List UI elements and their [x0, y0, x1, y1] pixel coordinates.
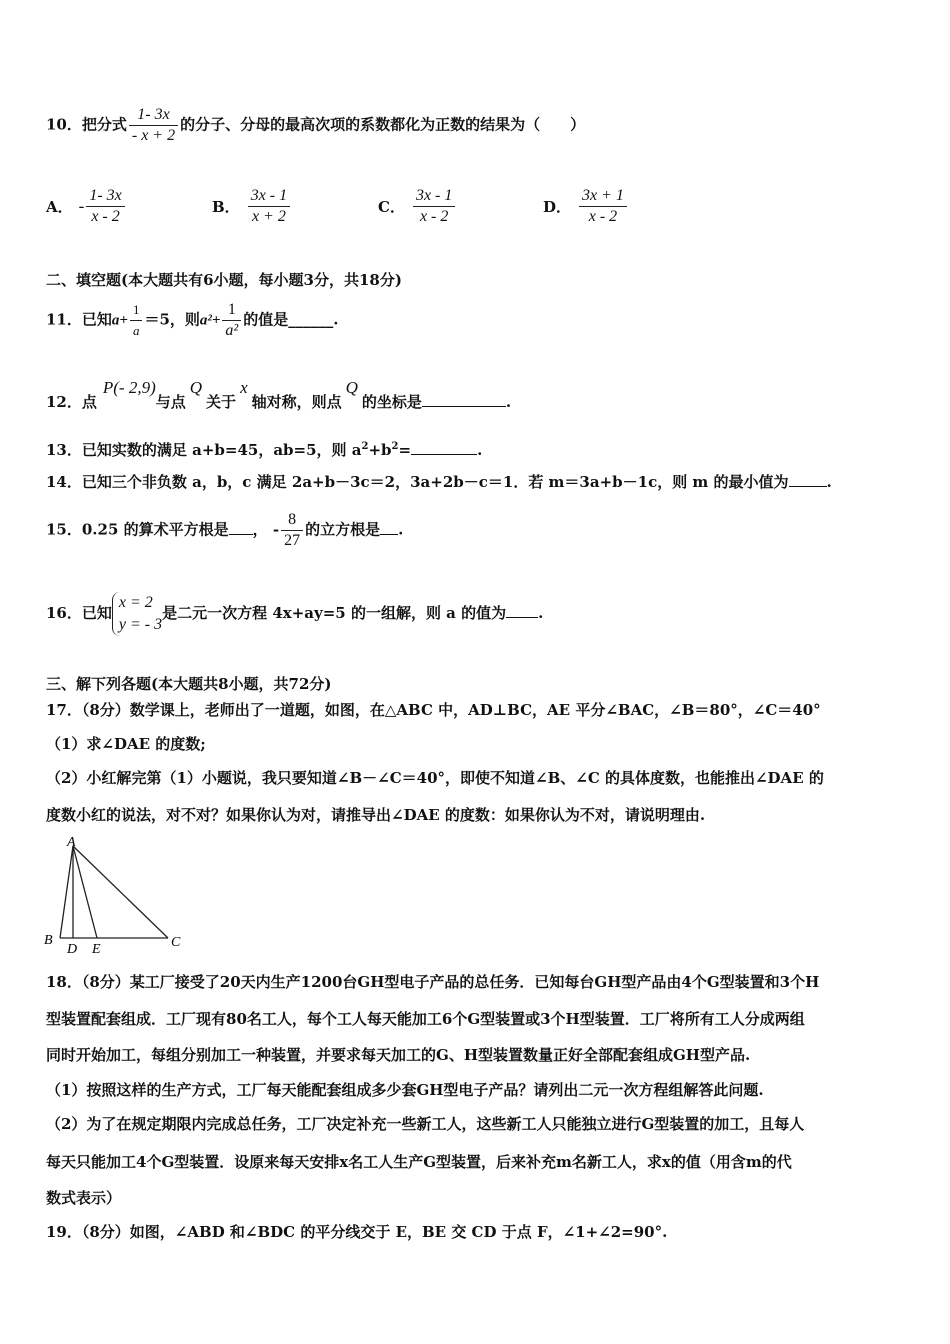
question-14: 14．已知三个非负数 a，b，c 满足 2a+b－3c＝2，3a+2b－c＝1．若 m＝3a+b－1c，则 m 的最小值为 . [46, 473, 832, 491]
q10-option-b[interactable]: B． $\frac{3x - 1}{x + 2}$ [212, 186, 292, 227]
q18-line-7: 数式表示） [46, 1189, 122, 1207]
q17-line-1: 17．（8分）数学课上，老师出了一道题，如图，在△ABC 中，AD⊥BC，AE 平分∠BAC，∠B＝80°，∠C＝40° [46, 701, 821, 719]
side-ab [60, 846, 73, 938]
q17-line-3: （2）小红解完第（1）小题说，我只要知道∠B－∠C＝40°，即使不知道∠B、∠C 的具体度数，也能推出∠DAE 的 [46, 769, 824, 787]
q10-option-d[interactable]: D． $\frac{3x + 1}{x - 2}$ [543, 186, 629, 227]
q18-line-3: 同时开始加工，每组分别加工一种装置，并要求每天加工的G、H型装置数量正好全部配套组成GH型产品. [46, 1046, 751, 1064]
section-3-heading: 三、解下列各题(本大题共8小题，共72分) [46, 675, 332, 693]
label-d: D [67, 942, 78, 956]
q16-equation-system: x = 2 y = - 3 [112, 592, 162, 636]
section-2-heading: 二、填空题(本大题共有6小题，每小题3分，共18分) [46, 271, 402, 289]
bisector-ae [73, 846, 97, 938]
q10-frac-num: 1- 3x [129, 105, 178, 126]
q18-line-1: 18．（8分）某工厂接受了20天内生产1200台GH型电子产品的总任务．已知每台GH型产品由4个G型装置和3个H [46, 973, 820, 991]
triangle-figure [40, 832, 190, 956]
q10-suffix: 的分子、分母的最高次项的系数都化为正数的结果为（ ） [180, 115, 586, 134]
q18-line-2: 型装置配套组成．工厂现有80名工人，每个工人每天能加工6个G型装置或3个H型装置．工厂将所有工人分成两组 [46, 1010, 805, 1028]
q10-option-c[interactable]: C． $\frac{3x - 1}{x - 2}$ [378, 186, 457, 227]
question-11: 11．已知a+ $\frac{1}{a}$ ＝5，则a²+ $\frac{1}{\text{a²}}$ 的值是______. [46, 301, 339, 339]
q10-fraction [129, 105, 178, 146]
side-ac [73, 846, 168, 938]
q17-line-4: 度数小红的说法，对不对？如果你认为对，请推导出∠DAE 的度数：如果你认为不对，请说明理由. [46, 806, 706, 824]
question-15: 15．0.25 的算术平方根是 ， - $\frac{8}{27}$ 的立方根是 . [46, 511, 404, 549]
label-c: C [171, 935, 181, 950]
q12-answer-blank[interactable] [422, 392, 506, 407]
label-b: B [44, 933, 53, 948]
q19-line-1: 19．（8分）如图，∠ABD 和∠BDC 的平分线交于 E，BE 交 CD 于点 F，∠1+∠2=90°. [46, 1223, 668, 1241]
q18-line-6: 每天只能加工4个G型装置．设原来每天安排x名工人生产G型装置，后来补充m名新工人，求x的值（用含m的代 [46, 1153, 792, 1171]
q17-line-2: （1）求∠DAE 的度数; [46, 735, 206, 753]
question-16: 16．已知 x = 2 y = - 3 是二元一次方程 4x+ay=5 的一组解，则 a 的值为 . [46, 592, 543, 636]
q16-answer-blank[interactable] [506, 603, 538, 618]
q15-answer-blank-2[interactable] [380, 520, 398, 535]
question-10 [46, 105, 585, 146]
q18-line-4: （1）按照这样的生产方式，工厂每天能配套组成多少套GH型电子产品？请列出二元一次方程组解答此问题. [46, 1081, 764, 1099]
label-a: A [67, 835, 76, 850]
q15-answer-blank-1[interactable] [229, 520, 253, 535]
question-12: 12．点P(- 2,9)与点Q关于x轴对称，则点Q的坐标是 . [46, 378, 512, 411]
q10-option-a[interactable]: A． - $\frac{1- 3x}{x - 2}$ [46, 186, 127, 227]
label-e: E [92, 942, 101, 956]
q10-frac-den: - x + 2 [131, 127, 176, 144]
q14-answer-blank[interactable] [789, 472, 827, 487]
q18-line-5: （2）为了在规定期限内完成总任务，工厂决定补充一些新工人，这些新工人只能独立进行G型装置的加工，且每人 [46, 1115, 805, 1133]
question-13: 13．已知实数的满足 a+b=45，ab=5，则 $a^2+b^2=$ . [46, 441, 483, 459]
q13-answer-blank[interactable] [411, 440, 477, 455]
q10-prefix: 10．把分式 [46, 115, 127, 134]
